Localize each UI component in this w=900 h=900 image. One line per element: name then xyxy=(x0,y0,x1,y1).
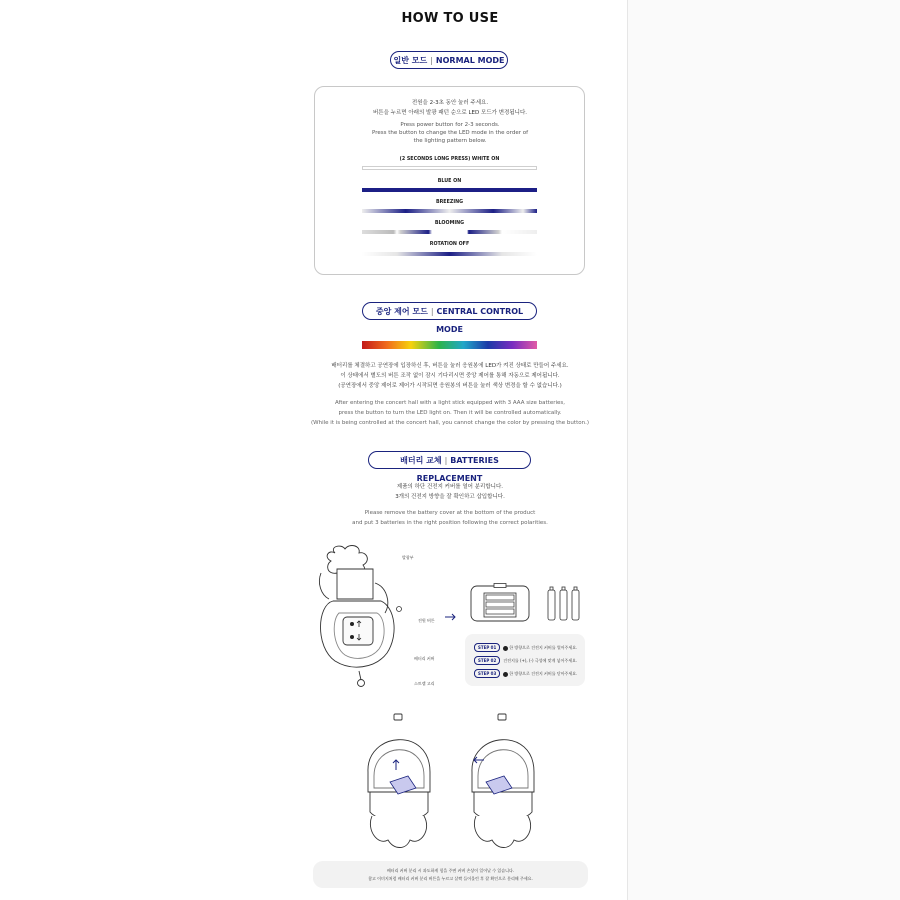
step-text: 건전지를 (+), (-) 극성에 맞게 넣어주세요. xyxy=(503,658,578,663)
step-tag: STEP 03 xyxy=(474,669,500,678)
central-kr-line2: 이 상태에서 별도의 버튼 조작 없이 잠시 기다리시면 중앙 제어를 통해 자동으로 제어됩니다. xyxy=(340,373,560,379)
callout-strap-ring: 스트랩 고리 xyxy=(414,681,435,686)
page-title: HOW TO USE xyxy=(401,11,499,26)
central-kr-line3: (공연장에서 중앙 제어로 제어가 시작되면 응원봉의 버튼을 눌러 색상 변경을 할 수 없습니다.) xyxy=(338,383,562,389)
step-tag: STEP 01 xyxy=(474,643,500,652)
bullet-icon xyxy=(503,672,508,677)
step-tag: STEP 02 xyxy=(474,656,500,665)
central-kr-line1: 배터리를 체결하고 공연장에 입장하신 후, 버튼을 눌러 응원봉에 LED가 켜진 상태로 만들어 주세요. xyxy=(331,363,569,369)
battery-en-line2: and put 3 batteries in the right position following the correct polarities. xyxy=(352,520,548,526)
step-02 xyxy=(474,656,577,663)
central-mode-pill xyxy=(362,302,537,334)
normal-mode-kr-line1: 전원을 2-3초 동안 눌러 주세요. xyxy=(411,100,489,106)
bullet-icon xyxy=(503,646,508,651)
pattern-label-blooming: BLOOMING xyxy=(434,221,465,226)
central-en-line3: (While it is being controlled at the concert hall, you cannot change the color by pressing the button.) xyxy=(311,420,589,426)
step-text: 한 방향으로 건전지 커버를 열어주세요. xyxy=(509,645,578,650)
arrow-right-icon xyxy=(445,613,457,621)
caution-note-line1: 배터리 커버 분리 시 과도하게 힘을 주면 커버 손상이 일어날 수 있습니다. xyxy=(386,868,515,873)
pattern-bar-blooming xyxy=(362,230,537,234)
pattern-label-rotation-off: ROTATION OFF xyxy=(429,242,470,247)
lightstick-illustration xyxy=(315,543,405,691)
battery-label-en: BATTERIES REPLACEMENT xyxy=(416,456,499,483)
battery-pill xyxy=(368,451,531,483)
battery-open-illustration-1 xyxy=(358,712,440,852)
pattern-bar-rotation-off xyxy=(362,252,537,256)
pattern-bar-white-on xyxy=(362,166,537,170)
pattern-bar-blue-on xyxy=(362,188,537,192)
callout-battery-cover: 배터리 커버 xyxy=(414,656,435,661)
pattern-label-blue-on: BLUE ON xyxy=(437,179,462,184)
batteries-icon xyxy=(546,586,582,622)
callout-light-part: 발광부 xyxy=(402,555,414,560)
pill-separator: | xyxy=(444,456,448,465)
normal-mode-kr-line2: 버튼을 누르면 아래의 발광 패턴 순으로 LED 모드가 변경됩니다. xyxy=(372,110,528,116)
battery-compartment-illustration xyxy=(470,583,530,623)
pill-separator: | xyxy=(430,56,433,65)
normal-mode-label-en: NORMAL MODE xyxy=(435,56,505,65)
battery-en-line1: Please remove the battery cover at the bottom of the product xyxy=(364,510,536,516)
rainbow-color-bar xyxy=(362,341,537,349)
central-mode-label-en: CENTRAL CONTROL MODE xyxy=(436,307,524,334)
pattern-label-white-on: (2 SECONDS LONG PRESS) WHITE ON xyxy=(399,157,500,162)
normal-mode-en-line2: Press the button to change the LED mode in the order of xyxy=(371,130,529,136)
normal-mode-en-line1: Press power button for 2-3 seconds. xyxy=(400,122,500,128)
normal-mode-en-line3: the lighting pattern below. xyxy=(413,138,487,144)
battery-kr-line2: 3개의 건전지 방향을 잘 확인하고 삽입합니다. xyxy=(395,494,505,500)
battery-open-illustration-2 xyxy=(462,712,544,852)
central-en-line2: press the button to turn the LED light on. Then it will be controlled automatically. xyxy=(338,410,562,416)
battery-label-kr: 배터리 교체 xyxy=(400,456,442,465)
central-en-line1: After entering the concert hall with a light stick equipped with 3 AAA size batteries, xyxy=(334,400,565,406)
pattern-bar-breezing xyxy=(362,209,537,213)
pattern-label-breezing: BREEZING xyxy=(435,200,464,205)
normal-mode-label-kr: 일반 모드 xyxy=(393,56,428,65)
pill-separator: | xyxy=(430,307,434,316)
callout-power-button: 전원 버튼 xyxy=(418,618,435,623)
step-text: 한 방향으로 건전지 커버를 닫아주세요. xyxy=(509,671,578,676)
caution-note-box xyxy=(313,861,588,888)
normal-mode-pill xyxy=(390,51,508,69)
central-mode-label-kr: 중앙 제어 모드 xyxy=(375,307,428,316)
step-03 xyxy=(474,669,577,676)
battery-kr-line1: 제품의 하단 건전지 커버를 열어 분리합니다. xyxy=(396,484,504,490)
caution-note-line2: 참고 이미지처럼 배터리 커버 분리 버튼을 누르고 살짝 들어올린 후 잘 확인으로 분리해 주세요. xyxy=(368,876,533,881)
step-01 xyxy=(474,643,577,650)
